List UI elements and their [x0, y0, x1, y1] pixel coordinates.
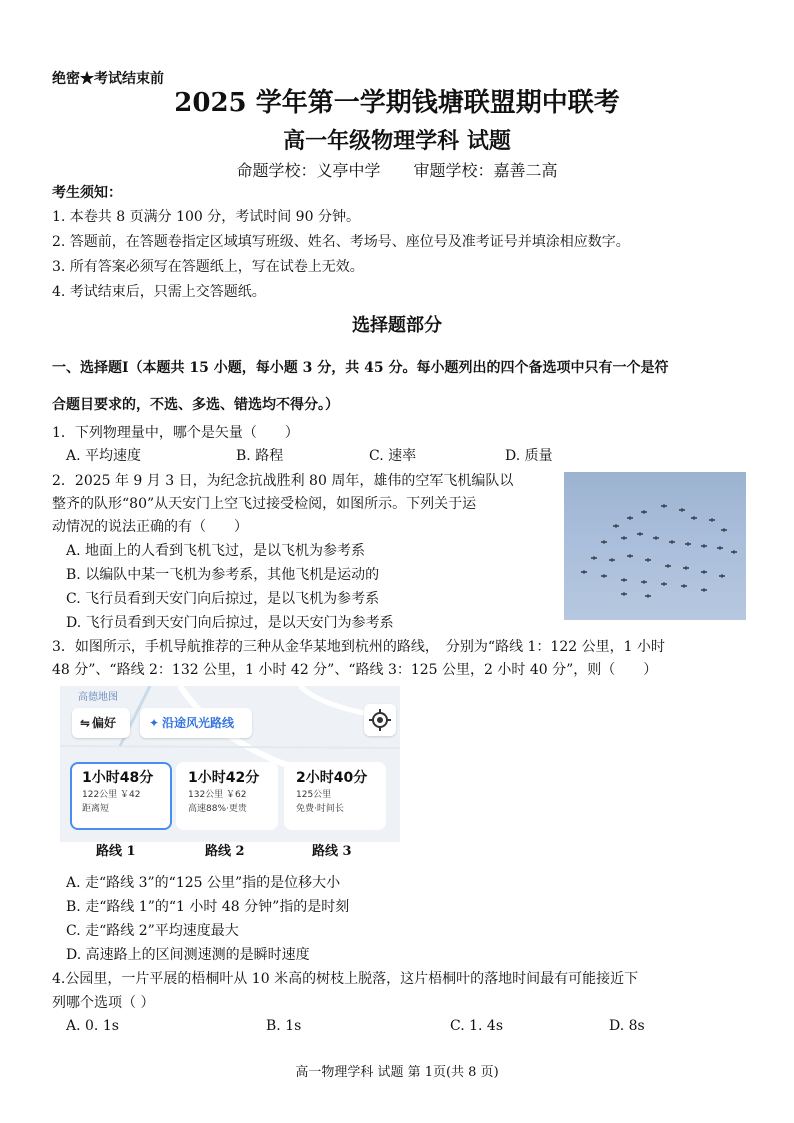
- q3-stem-line: 48 分”、“路线 2：132 公里，1 小时 42 分”、“路线 3：125 公里，2 小时 40 分”，则（ ）: [52, 662, 658, 678]
- q4-option-d: D. 8s: [609, 1018, 645, 1034]
- q1-option-d: D. 质量: [505, 448, 553, 464]
- aircraft-icon: [681, 584, 687, 588]
- aircraft-icon: [641, 580, 647, 584]
- q4-option-a: A. 0. 1s: [66, 1018, 119, 1034]
- review-school: 审题学校：嘉善二高: [413, 161, 558, 180]
- route-card-1[interactable]: [70, 762, 172, 830]
- q1-option-b: B. 路程: [236, 448, 284, 464]
- aircraft-icon: [661, 582, 667, 586]
- route-label-1: 路线 1: [96, 844, 136, 859]
- aircraft-icon: [701, 544, 707, 548]
- aircraft-icon: [621, 592, 627, 596]
- part-instructions-line1: 一、选择题Ⅰ（本题共 15 小题，每小题 3 分，共 45 分。每小题列出的四个备选项中只有一个是符: [52, 360, 669, 376]
- aircraft-icon: [719, 574, 725, 578]
- notice-item: 3. 所有答案必须写在答题纸上，写在试卷上无效。: [52, 259, 364, 275]
- aircraft-icon: [701, 570, 707, 574]
- aircraft-icon: [621, 578, 627, 582]
- route-card-3[interactable]: [284, 762, 386, 830]
- q4-stem-line: 4.公园里，一片平展的梧桐叶从 10 米高的树枝上脱落，这片梧桐叶的落地时间最有可能接近下: [52, 971, 639, 987]
- q3-option-d: D. 高速路上的区间测速测的是瞬时速度: [66, 947, 310, 963]
- aircraft-icon: [581, 570, 587, 574]
- q3-stem-line: 3．如图所示，手机导航推荐的三种从金华某地到杭州的路线， 分别为“路线 1：122 公里，1 小时: [52, 639, 665, 655]
- route-tag: 免费·时间长: [296, 804, 344, 814]
- exam-title: 2025 学年第一学期钱塘联盟期中联考: [174, 88, 620, 118]
- aircraft-icon: [683, 566, 689, 570]
- sparkle-icon: ✦: [148, 716, 160, 730]
- q3-option-b: B. 走“路线 1”的“1 小时 48 分钟”指的是时刻: [66, 899, 350, 915]
- route-info: 132公里 ￥62: [188, 790, 247, 800]
- aircraft-icon: [627, 516, 633, 520]
- q2-stem-line: 动情况的说法正确的有（ ）: [52, 519, 248, 535]
- aircraft-icon: [709, 518, 715, 522]
- locate-icon: [364, 704, 396, 736]
- route-card-2[interactable]: [176, 762, 278, 830]
- q1-option-a: A. 平均速度: [66, 448, 142, 464]
- route-info: 122公里 ￥42: [82, 790, 141, 800]
- route-tag: 距离短: [82, 804, 110, 814]
- notice-item: 2. 答题前，在答题卷指定区域填写班级、姓名、考场号、座位号及准考证号并填涂相应数字。: [52, 234, 630, 250]
- q3-option-a: A. 走“路线 3”的“125 公里”指的是位移大小: [66, 875, 341, 891]
- aircraft-icon: [641, 510, 647, 514]
- q2-stem-line: 2．2025 年 9 月 3 日，为纪念抗战胜利 80 周年，雄伟的空军飞机编队以: [52, 473, 514, 489]
- aircraft-icon: [601, 540, 607, 544]
- q1-stem: 1．下列物理量中，哪个是矢量（ ）: [52, 425, 299, 441]
- map-app-logo: 高德地图: [78, 692, 118, 703]
- aircraft-icon: [665, 564, 671, 568]
- preference-label: 偏好: [92, 716, 117, 730]
- settings-icon: ⇋: [79, 716, 91, 730]
- notice-item: 1. 本卷共 8 页满分 100 分，考试时间 90 分钟。: [52, 209, 360, 225]
- aircraft-icon: [637, 532, 643, 536]
- part-instructions-line2: 合题目要求的，不选、多选、错选均不得分。）: [52, 397, 339, 413]
- aircraft-icon: [645, 558, 651, 562]
- aircraft-icon: [661, 504, 667, 508]
- aircraft-icon: [627, 554, 633, 558]
- q2-option-d: D. 飞行员看到天安门向后掠过，是以天安门为参考系: [66, 615, 394, 631]
- aircraft-icon: [691, 516, 697, 520]
- route-time: 2小时40分: [296, 770, 368, 786]
- preference-chip[interactable]: [72, 708, 130, 738]
- aircraft-icon: [613, 524, 619, 528]
- aircraft-icon: [601, 574, 607, 578]
- school-info: [0, 160, 794, 182]
- q4-option-c: C. 1. 4s: [450, 1018, 504, 1034]
- aircraft-icon: [645, 594, 651, 598]
- aircraft-icon: [669, 540, 675, 544]
- q1-option-c: C. 速率: [369, 448, 417, 464]
- aircraft-icon: [679, 508, 685, 512]
- route-tag: 高速88%·更贵: [188, 804, 247, 814]
- aircraft-icon: [701, 588, 707, 592]
- aircraft-icon: [731, 550, 737, 554]
- q3-option-c: C. 走“路线 2”平均速度最大: [66, 923, 239, 939]
- aircraft-formation: [564, 472, 746, 620]
- route-time: 1小时42分: [188, 770, 260, 786]
- aircraft-icon: [621, 536, 627, 540]
- q2-stem-line: 整齐的队形“80”从天安门上空飞过接受检阅，如图所示。下列关于运: [52, 496, 477, 512]
- page-footer: 高一物理学科 试题 第 1页(共 8 页): [295, 1065, 499, 1080]
- q4-option-b: B. 1s: [266, 1018, 302, 1034]
- notice-title: 考生须知：: [52, 185, 122, 201]
- aircraft-icon: [721, 528, 727, 532]
- locate-button[interactable]: [364, 704, 396, 736]
- setting-school: 命题学校：义亭中学: [236, 161, 381, 180]
- route-label-2: 路线 2: [205, 844, 245, 859]
- q2-option-c: C. 飞行员看到天安门向后掠过，是以飞机为参考系: [66, 591, 380, 607]
- aircraft-icon: [717, 546, 723, 550]
- q4-stem-line: 列哪个选项（ ）: [52, 995, 155, 1011]
- route-info: 125公里: [296, 790, 332, 800]
- scenic-route-label: 沿途风光路线: [162, 716, 235, 730]
- route-time: 1小时48分: [82, 770, 154, 786]
- aircraft-icon: [591, 556, 597, 560]
- q2-option-a: A. 地面上的人看到飞机飞过，是以飞机为参考系: [66, 543, 366, 559]
- q2-option-b: B. 以编队中某一飞机为参考系，其他飞机是运动的: [66, 567, 380, 583]
- navigation-screenshot: [60, 686, 400, 842]
- notice-item: 4. 考试结束后，只需上交答题纸。: [52, 284, 266, 300]
- aircraft-formation-photo: [564, 472, 746, 620]
- route-label-3: 路线 3: [312, 844, 352, 859]
- aircraft-icon: [653, 536, 659, 540]
- confidential-mark: 绝密★考试结束前: [52, 71, 164, 87]
- section-title: 选择题部分: [352, 315, 442, 336]
- exam-subtitle: 高一年级物理学科 试题: [283, 128, 511, 154]
- aircraft-icon: [609, 558, 615, 562]
- aircraft-icon: [685, 542, 691, 546]
- scenic-route-chip[interactable]: [140, 708, 252, 738]
